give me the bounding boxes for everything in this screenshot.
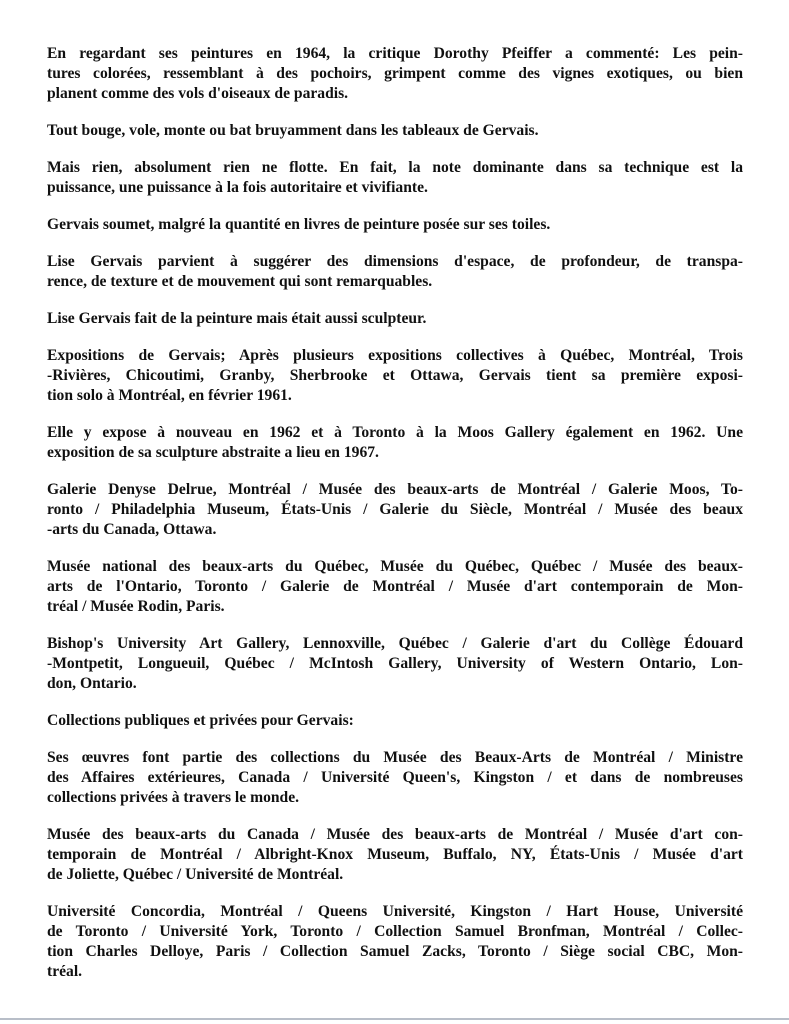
text-line: En regardant ses peintures en 1964, la critique Dorothy Pfeiffer a commenté: Les pein- bbox=[47, 45, 743, 62]
paragraph-14 bbox=[47, 825, 743, 885]
text-line: rence, de texture et de mouvement qui sont remarquables. bbox=[47, 273, 433, 290]
body-text bbox=[47, 44, 743, 999]
paragraph-8 bbox=[47, 423, 743, 463]
text-line: ronto / Philadelphia Museum, États-Unis / Galerie du Siècle, Montréal / Musée des beaux bbox=[47, 501, 743, 518]
paragraph-3 bbox=[47, 158, 743, 198]
text-line: des Affaires extérieures, Canada / Université Queen's, Kingston / et dans de nombreuses bbox=[47, 769, 743, 786]
text-line: Musée des beaux-arts du Canada / Musée des beaux-arts de Montréal / Musée d'art con- bbox=[47, 826, 743, 843]
paragraph-2 bbox=[47, 121, 743, 141]
paragraph-13 bbox=[47, 748, 743, 808]
paragraph-4 bbox=[47, 215, 743, 235]
text-line: collections privées à travers le monde. bbox=[47, 789, 300, 806]
text-line: tion Charles Delloye, Paris / Collection Samuel Zacks, Toronto / Siège social CBC, Mon- bbox=[47, 943, 743, 960]
text-line: Mais rien, absolument rien ne flotte. En fait, la note dominante dans sa technique est la bbox=[47, 159, 743, 176]
paragraph-15 bbox=[47, 902, 743, 982]
paragraph-6 bbox=[47, 309, 743, 329]
text-line: -Montpetit, Longueuil, Québec / McIntosh Gallery, University of Western Ontario, Lon- bbox=[47, 655, 743, 672]
text-line: Tout bouge, vole, monte ou bat bruyamment dans les tableaux de Gervais. bbox=[47, 122, 539, 139]
text-line: planent comme des vols d'oiseaux de paradis. bbox=[47, 85, 349, 102]
text-line: Bishop's University Art Gallery, Lennoxville, Québec / Galerie d'art du Collège Édouard bbox=[47, 635, 743, 652]
text-line: tures colorées, ressemblant à des pochoirs, grimpent comme des vignes exotiques, ou bien bbox=[47, 65, 743, 82]
text-line: tréal. bbox=[47, 963, 83, 980]
text-line: tion solo à Montréal, en février 1961. bbox=[47, 387, 292, 404]
paragraph-12 bbox=[47, 711, 743, 731]
paragraph-5 bbox=[47, 252, 743, 292]
text-line: Gervais soumet, malgré la quantité en livres de peinture posée sur ses toiles. bbox=[47, 216, 551, 233]
paragraph-9 bbox=[47, 480, 743, 540]
text-line: tréal / Musée Rodin, Paris. bbox=[47, 598, 225, 615]
text-line: -Rivières, Chicoutimi, Granby, Sherbrooke et Ottawa, Gervais tient sa première exposi- bbox=[47, 367, 743, 384]
text-line: Lise Gervais fait de la peinture mais était aussi sculpteur. bbox=[47, 310, 427, 327]
text-line: Expositions de Gervais; Après plusieurs expositions collectives à Québec, Montréal, Trois bbox=[47, 347, 743, 364]
text-line: Lise Gervais parvient à suggérer des dimensions d'espace, de profondeur, de transpa- bbox=[47, 253, 743, 270]
text-line: Ses œuvres font partie des collections du Musée des Beaux-Arts de Montréal / Ministre bbox=[47, 749, 743, 766]
text-line: puissance, une puissance à la fois autoritaire et vivifiante. bbox=[47, 179, 428, 196]
text-line: arts de l'Ontario, Toronto / Galerie de Montréal / Musée d'art contemporain de Mon- bbox=[47, 578, 743, 595]
text-line: Collections publiques et privées pour Gervais: bbox=[47, 712, 354, 729]
text-line: de Toronto / Université York, Toronto / Collection Samuel Bronfman, Montréal / Collec- bbox=[47, 923, 743, 940]
text-line: Université Concordia, Montréal / Queens Université, Kingston / Hart House, Université bbox=[47, 903, 743, 920]
text-line: exposition de sa sculpture abstraite a lieu en 1967. bbox=[47, 444, 379, 461]
text-line: Musée national des beaux-arts du Québec, Musée du Québec, Québec / Musée des beaux- bbox=[47, 558, 743, 575]
paragraph-11 bbox=[47, 634, 743, 694]
paragraph-7 bbox=[47, 346, 743, 406]
paragraph-10 bbox=[47, 557, 743, 617]
page-bottom-rule bbox=[0, 1018, 789, 1020]
text-line: Elle y expose à nouveau en 1962 et à Toronto à la Moos Gallery également en 1962. Une bbox=[47, 424, 743, 441]
paragraph-1 bbox=[47, 44, 743, 104]
text-line: don, Ontario. bbox=[47, 675, 137, 692]
text-line: temporain de Montréal / Albright-Knox Museum, Buffalo, NY, États-Unis / Musée d'art bbox=[47, 846, 743, 863]
text-line: de Joliette, Québec / Université de Montréal. bbox=[47, 866, 344, 883]
text-line: -arts du Canada, Ottawa. bbox=[47, 521, 217, 538]
text-line: Galerie Denyse Delrue, Montréal / Musée des beaux-arts de Montréal / Galerie Moos, To- bbox=[47, 481, 743, 498]
